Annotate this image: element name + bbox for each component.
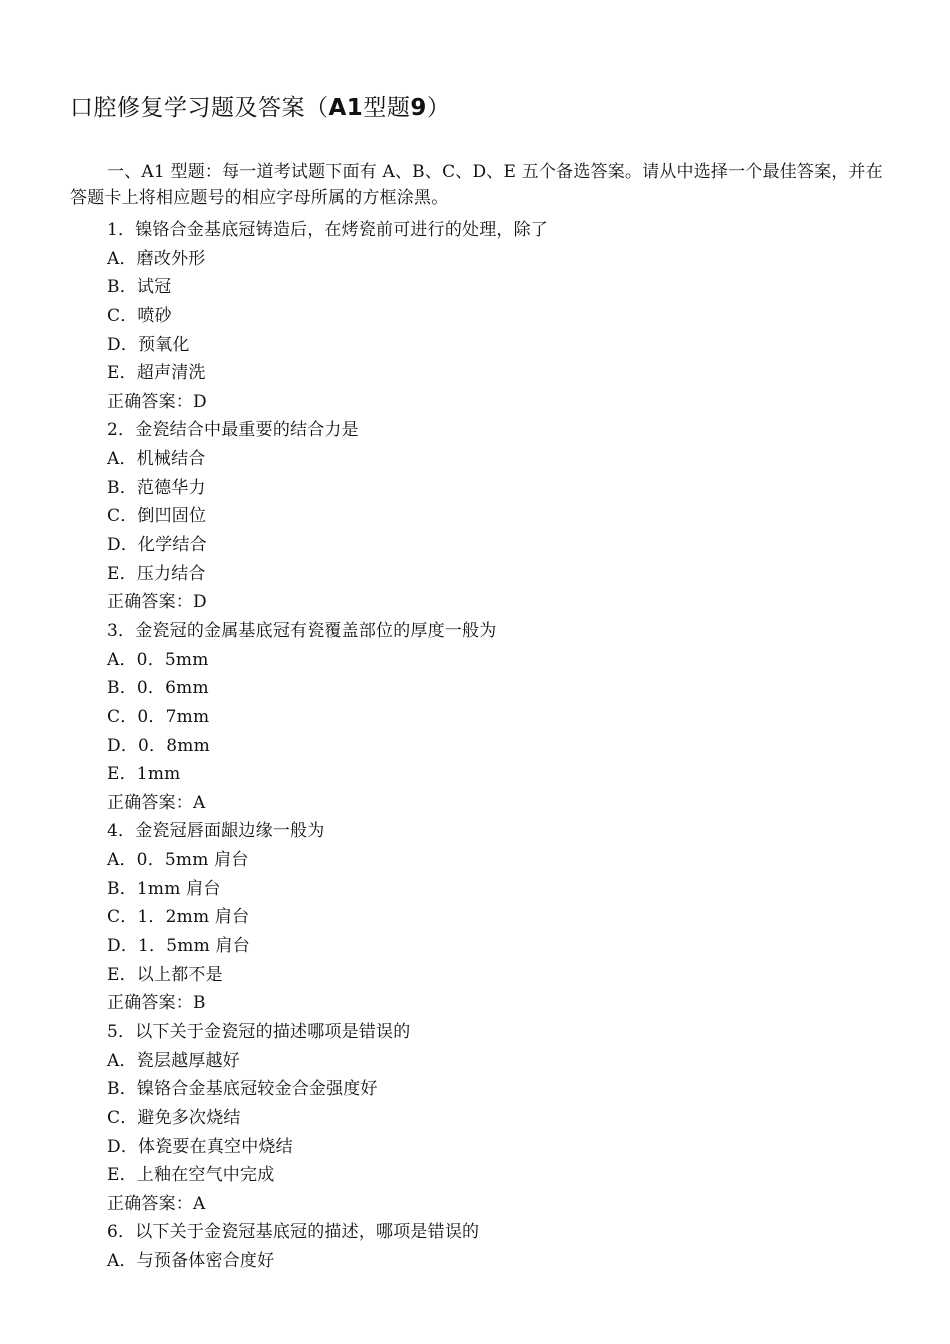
- title-type-code: A1: [328, 95, 364, 121]
- option-line: B．镍铬合金基底冠较金合金强度好: [107, 1079, 378, 1100]
- option-line: A．0．5mm: [107, 649, 209, 670]
- question-stem: 2．金瓷结合中最重要的结合力是: [107, 420, 359, 441]
- title-type-text: 型题: [363, 95, 411, 121]
- option-line: A．0．5mm 肩台: [107, 850, 249, 871]
- option-line: B．1mm 肩台: [107, 878, 221, 899]
- option-line: D．0．8mm: [107, 735, 210, 756]
- option-line: B．试冠: [107, 277, 172, 298]
- option-line: E．1mm: [107, 764, 181, 785]
- question-stem: 1．镍铬合金基底冠铸造后，在烤瓷前可进行的处理，除了: [107, 220, 549, 240]
- correct-answer: 正确答案：A: [107, 792, 206, 813]
- title-end-text: ）: [426, 95, 451, 121]
- correct-answer: 正确答案：A: [107, 1193, 206, 1214]
- document-title: [70, 92, 450, 124]
- option-line: E．压力结合: [107, 563, 206, 584]
- option-line: E．超声清洗: [107, 363, 206, 384]
- correct-answer: 正确答案：B: [107, 993, 206, 1014]
- option-line: E．以上都不是: [107, 964, 223, 985]
- option-line: A．磨改外形: [107, 248, 206, 269]
- option-line: C．1．2mm 肩台: [107, 907, 250, 928]
- option-line: C．避免多次烧结: [107, 1107, 241, 1128]
- question-list: [107, 216, 887, 1276]
- option-line: D．体瓷要在真空中烧结: [107, 1136, 293, 1157]
- option-line: B．0．6mm: [107, 678, 209, 699]
- question-stem: 5．以下关于金瓷冠的描述哪项是错误的: [107, 1021, 411, 1042]
- option-line: A．机械结合: [107, 449, 206, 470]
- instructions-paragraph: 一、A1 型题：每一道考试题下面有 A、B、C、D、E 五个备选答案。请从中选择一个最佳答案，并在答题卡上将相应题号的相应字母所属的方框涂黑。: [70, 162, 883, 208]
- correct-answer: 正确答案：D: [107, 391, 207, 412]
- option-line: A．与预备体密合度好: [107, 1251, 275, 1272]
- question-stem: 6．以下关于金瓷冠基底冠的描述，哪项是错误的: [107, 1222, 480, 1243]
- question-stem: 4．金瓷冠唇面龈边缘一般为: [107, 821, 325, 842]
- correct-answer: 正确答案：D: [107, 592, 207, 613]
- option-line: D．预氧化: [107, 334, 190, 355]
- title-number: 9: [410, 95, 427, 121]
- title-main-text: 口腔修复学习题及答案（: [70, 95, 329, 121]
- option-line: A．瓷层越厚越好: [107, 1050, 240, 1071]
- option-line: B．范德华力: [107, 477, 206, 498]
- option-line: C．喷砂: [107, 305, 172, 326]
- option-line: C．倒凹固位: [107, 506, 207, 527]
- option-line: C．0．7mm: [107, 706, 210, 727]
- option-line: D．化学结合: [107, 535, 207, 556]
- option-line: E．上釉在空气中完成: [107, 1165, 275, 1186]
- question-stem: 3．金瓷冠的金属基底冠有瓷覆盖部位的厚度一般为: [107, 620, 497, 641]
- option-line: D．1．5mm 肩台: [107, 936, 250, 957]
